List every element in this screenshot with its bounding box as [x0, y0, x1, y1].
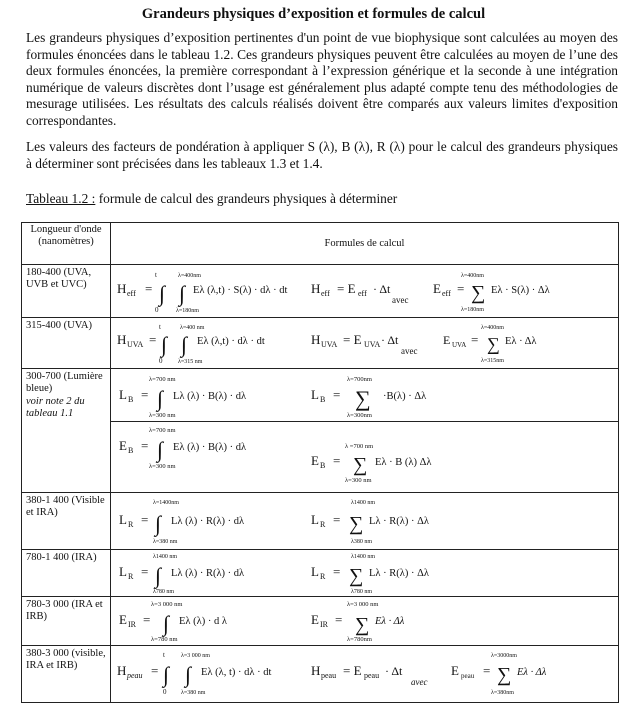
upper-limit: t: [159, 323, 161, 331]
subscript: R: [320, 572, 326, 581]
table-row: [22, 646, 619, 703]
upper-limit: λ1400 nm: [351, 500, 376, 506]
upper-limit: λ=700nm: [347, 376, 372, 383]
integrand: Eλ (λ) · B(λ) · dλ: [173, 442, 247, 453]
table-row: [22, 265, 619, 318]
row-wavelength: 780-3 000 (IRA et IRB): [22, 597, 111, 646]
formula-hpeau: [111, 646, 627, 702]
lower-limit: 0: [155, 306, 159, 314]
avec-word: avec: [401, 346, 418, 356]
upper-limit: λ =700 nm: [345, 443, 374, 450]
header-formulas: Formules de calcul: [111, 223, 619, 265]
lower-limit: λ380 nm: [351, 539, 373, 545]
caption-label: Tableau 1.2 :: [26, 191, 96, 206]
lower-limit: λ=300nm: [347, 412, 372, 419]
equals: =: [333, 453, 341, 468]
subscript: eff: [127, 289, 136, 298]
upper-limit: λ=700 nm: [149, 376, 176, 383]
symbol: E: [451, 663, 459, 678]
equals: =: [333, 512, 341, 527]
table-row: [22, 550, 619, 597]
formula-uva: [111, 318, 627, 368]
integral-sign: ∫: [161, 332, 168, 357]
subscript: R: [128, 572, 134, 581]
symbol: E: [311, 612, 319, 627]
row-formulas: [111, 318, 619, 369]
avec-word: avec: [392, 295, 409, 305]
equals-symbol: = E: [343, 663, 362, 678]
equals: =: [151, 663, 159, 678]
row-wavelength: 315-400 (UVA): [22, 318, 111, 369]
lower-limit: λ=380nm: [491, 690, 514, 696]
upper-limit: λ=400 nm: [180, 325, 205, 331]
lower-limit: λ=300 nm: [345, 477, 372, 484]
equals: =: [145, 281, 153, 296]
summand: Eλ · Δλ: [517, 667, 547, 678]
integrand: Lλ (λ) · R(λ) · dλ: [171, 516, 245, 527]
wavelength-range: 300-700 (Lumière bleue): [26, 371, 103, 395]
upper-limit: λ=3 000 nm: [347, 601, 379, 608]
table-row: [22, 422, 619, 493]
symbol: E: [119, 612, 127, 627]
symbol: L: [311, 512, 319, 527]
equals: =: [141, 512, 149, 527]
subscript: B: [128, 446, 134, 455]
symbol: L: [119, 564, 127, 579]
upper-limit: λ=400nm: [481, 325, 504, 331]
lower-limit: λ=315 nm: [178, 359, 203, 365]
wavelength-note: voir note 2 du tableau 1.1: [26, 395, 85, 420]
lower-limit: λ=315nm: [481, 358, 504, 364]
upper-limit: λ=400nm: [178, 273, 201, 279]
symbol: L: [119, 387, 127, 402]
equals: =: [471, 332, 479, 347]
integrand: Eλ (λ,t) · S(λ) · dλ · dt: [193, 285, 288, 296]
row-wavelength: [22, 369, 111, 493]
upper-limit: λ=3 000 nm: [181, 653, 210, 659]
tail: · Δt: [385, 664, 403, 678]
upper-limit: λ=700 nm: [149, 427, 176, 434]
integral-sign: ∫: [163, 611, 170, 636]
summand: ·B(λ) · Δλ: [383, 391, 427, 402]
formula-eb: [111, 422, 627, 492]
symbol: L: [311, 564, 319, 579]
row-formulas: [111, 550, 619, 597]
subscript: eff: [358, 289, 367, 298]
symbol: E: [119, 438, 127, 453]
subscript: UVA: [127, 340, 144, 349]
row-wavelength: 780-1 400 (IRA): [22, 550, 111, 597]
lower-limit: λ=780 nm: [151, 636, 178, 643]
integrand: Lλ (λ) · B(λ) · dλ: [173, 391, 247, 402]
equals: =: [333, 564, 341, 579]
integral-sign: ∫: [163, 662, 170, 687]
upper-limit: λ=3 000 nm: [151, 601, 183, 608]
row-formulas: [111, 265, 619, 318]
symbol: H: [311, 332, 321, 347]
summand: Eλ · B (λ) Δλ: [375, 457, 432, 468]
equals: =: [141, 438, 149, 453]
subscript: peau: [321, 671, 337, 680]
header-wavelength: Longueur d'onde (nanomètres): [22, 223, 111, 265]
symbol: L: [119, 512, 127, 527]
sum-sign: ∑: [349, 513, 364, 535]
lower-limit: 0: [159, 357, 163, 365]
summand: Eλ · S(λ) · Δλ: [491, 285, 550, 296]
intro-paragraph: Les grandeurs physiques d’exposition pertinentes d'un point de vue biophysique sont calculées au moyen des formules énoncées dans le tableau 1.2. Ces grandeurs physiques peuvent être calculées au moyen de l’une des deux formules énoncées, la première correspondant à l’expression générique et la seconde à une intégration numérique de valeurs discrètes dont l’usage est généralement plus adapté compte tenu des méthodologies de mesurage utilisées. Les résultats des calculs réalisés doivent être comparés aux valeurs limites d'exposition correspondantes.: [26, 30, 618, 128]
sum-sign: ∑: [471, 282, 486, 304]
lower-limit: λ=300 nm: [149, 412, 176, 419]
symbol: H: [117, 281, 127, 296]
upper-limit: λ=3000nm: [491, 653, 517, 659]
lower-limit: λ=380 nm: [153, 539, 178, 545]
tail: · Δt: [373, 282, 391, 296]
tail: · Δt: [381, 333, 399, 347]
integral-sign: ∫: [159, 281, 166, 306]
page-title: Grandeurs physiques d’exposition et formules de calcul: [141, 6, 486, 22]
equals: =: [457, 281, 465, 296]
sum-sign: ∑: [353, 454, 368, 476]
avec-word: avec: [411, 677, 428, 687]
subscript: peau: [461, 672, 475, 680]
integrand: Eλ (λ, t) · dλ · dt: [201, 667, 272, 678]
equals: =: [149, 332, 157, 347]
table-caption: [26, 191, 397, 207]
subscript: B: [128, 395, 134, 404]
row-formulas: [111, 422, 619, 493]
lower-limit: λ=180nm: [176, 308, 199, 314]
table-row: [22, 493, 619, 550]
symbol: E: [443, 333, 451, 347]
sum-sign: ∑: [497, 664, 512, 686]
table-header-row: [22, 223, 619, 265]
subscript: peau: [364, 671, 380, 680]
symbol: H: [311, 281, 321, 296]
subscript: UVA: [321, 340, 338, 349]
upper-limit: λ1400 nm: [153, 554, 178, 560]
upper-limit: λ=400nm: [461, 273, 484, 279]
row-formulas: [111, 597, 619, 646]
integral-sign: ∫: [181, 332, 188, 357]
formula-table: [21, 222, 619, 703]
integral-sign: ∫: [179, 281, 186, 306]
subscript: eff: [321, 289, 330, 298]
upper-limit: λ=1400nm: [153, 500, 179, 506]
subscript: B: [320, 461, 326, 470]
table-row: [22, 597, 619, 646]
integral-sign: ∫: [155, 511, 162, 536]
table-row: [22, 369, 619, 422]
lower-limit: λ=380 nm: [181, 690, 206, 696]
sum-sign: ∑: [349, 565, 364, 587]
lower-limit: λ=180nm: [461, 307, 484, 313]
equals-symbol: = E: [343, 332, 362, 347]
caption-text: formule de calcul des grandeurs physiques à déterminer: [95, 191, 398, 206]
row-wavelength: 380-3 000 (visible, IRA et IRB): [22, 646, 111, 703]
table-row: [22, 318, 619, 369]
equals: =: [483, 663, 491, 678]
subscript: R: [128, 520, 134, 529]
summand: Lλ · R(λ) · Δλ: [369, 516, 429, 527]
equals: =: [333, 387, 341, 402]
formula-lr-ira: [111, 550, 627, 596]
symbol: H: [117, 332, 127, 347]
sum-sign: ∑: [355, 614, 370, 636]
equals: =: [141, 387, 149, 402]
lower-limit: λ780 nm: [351, 589, 373, 595]
integrand: Eλ (λ,t) · dλ · dt: [197, 336, 265, 347]
symbol: E: [311, 453, 319, 468]
equals: =: [143, 612, 151, 627]
equals: =: [141, 564, 149, 579]
row-formulas: [111, 646, 619, 703]
formula-uv: [111, 265, 627, 317]
lower-limit: λ780 nm: [153, 589, 175, 595]
integrand: Lλ (λ) · R(λ) · dλ: [171, 568, 245, 579]
row-formulas: [111, 369, 619, 422]
subscript: IR: [128, 620, 136, 629]
integrand: Eλ (λ) · d λ: [179, 616, 227, 627]
formula-lr: [111, 493, 627, 549]
subscript: UVA: [452, 341, 467, 349]
lower-limit: λ=300 nm: [149, 463, 176, 470]
integral-sign: ∫: [157, 386, 164, 411]
weighting-paragraph: Les valeurs des facteurs de pondération à appliquer S (λ), B (λ), R (λ) pour le calcul des grandeurs physiques à déterminer sont précisées dans les tableaux 1.3 et 1.4.: [26, 139, 618, 171]
equals: =: [335, 612, 343, 627]
upper-limit: t: [155, 271, 157, 279]
row-formulas: [111, 493, 619, 550]
subscript: eff: [442, 289, 451, 298]
subscript: R: [320, 520, 326, 529]
formula-eir: [111, 597, 627, 645]
summand: Eλ · Δλ: [375, 616, 405, 627]
integral-sign: ∫: [155, 563, 162, 588]
lower-limit: λ=780nm: [347, 636, 372, 643]
upper-limit: λ1400 nm: [351, 554, 376, 560]
subscript: UVA: [364, 340, 381, 349]
upper-limit: t: [163, 651, 165, 659]
subscript: IR: [320, 620, 328, 629]
integral-sign: ∫: [185, 662, 192, 687]
summand: Eλ · Δλ: [505, 336, 537, 347]
symbol: H: [311, 663, 321, 678]
symbol: E: [433, 281, 441, 296]
equals-symbol: = E: [337, 281, 356, 296]
symbol: H: [117, 663, 127, 678]
summand: Lλ · R(λ) · Δλ: [369, 568, 429, 579]
row-wavelength: 180-400 (UVA, UVB et UVC): [22, 265, 111, 318]
symbol: L: [311, 387, 319, 402]
formula-lb: [111, 369, 627, 421]
row-wavelength: 380-1 400 (Visible et IRA): [22, 493, 111, 550]
sum-sign: ∑: [355, 386, 371, 411]
lower-limit: 0: [163, 688, 167, 696]
integral-sign: ∫: [157, 437, 164, 462]
subscript: peau: [127, 671, 143, 680]
sum-sign: ∑: [487, 334, 500, 354]
subscript: B: [320, 395, 326, 404]
